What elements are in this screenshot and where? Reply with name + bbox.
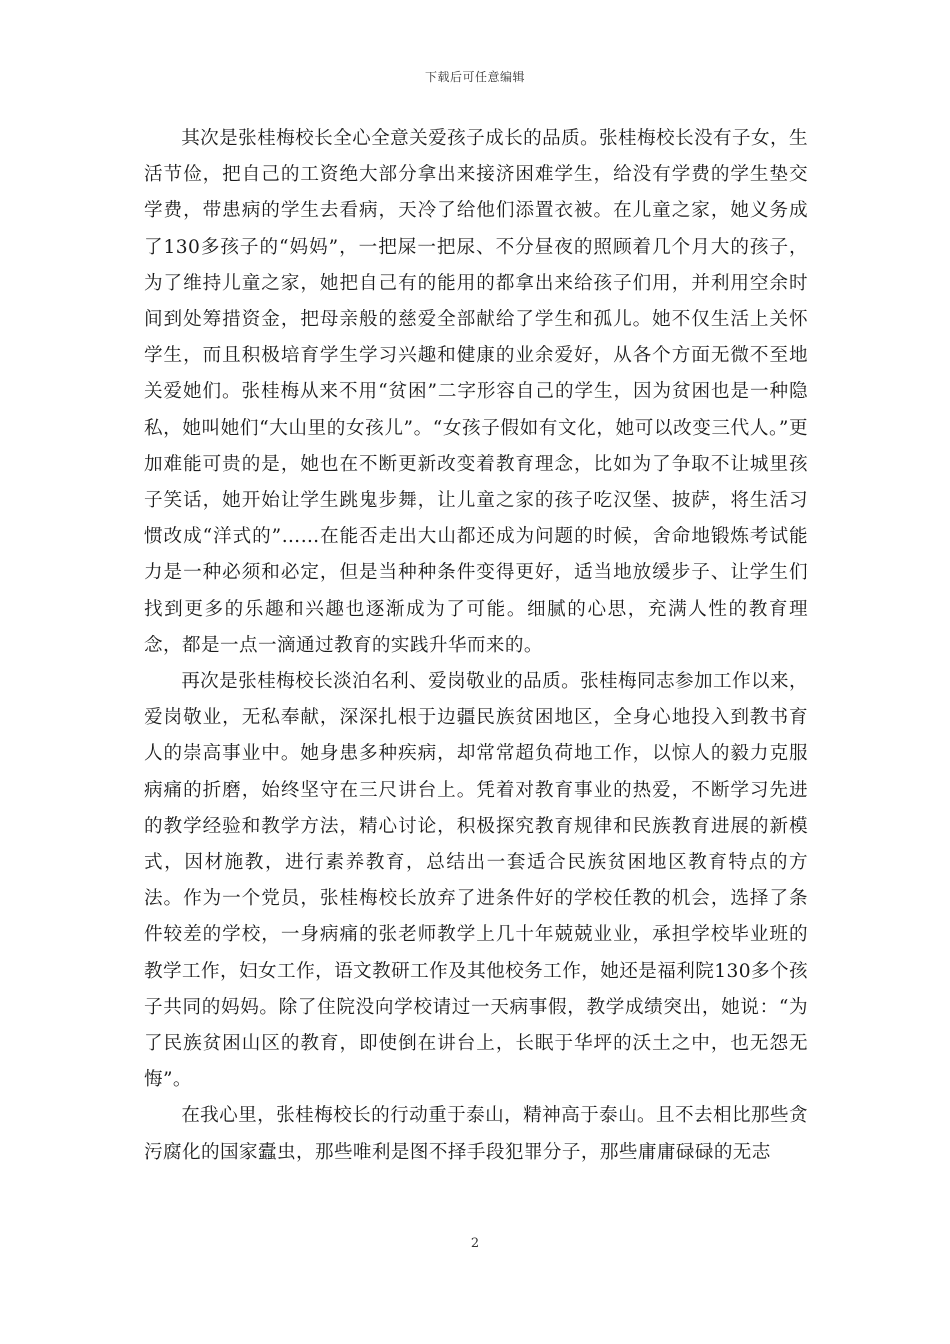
- paragraph: 其次是张桂梅校长全心全意关爱孩子成长的品质。张桂梅校长没有子女，生活节俭，把自己的工资绝大部分拿出来接济困难学生，给没有学费的学生垫交学费，带患病的学生去看病，天冷了给他们添置衣被。在儿童之家，她义务成了130多孩子的“妈妈”，一把屎一把尿、不分昼夜的照顾着几个月大的孩子，为了维持儿童之家，她把自己有的能用的都拿出来给孩子们用，并利用空余时间到处筹措资金，把母亲般的慈爱全部献给了学生和孤儿。她不仅生活上关怀学生，而且积极培育学生学习兴趣和健康的业余爱好，从各个方面无微不至地关爱她们。张桂梅从来不用“贫困”二字形容自己的学生，因为贫困也是一种隐私，她叫她们“大山里的女孩儿”。“女孩子假如有文化，她可以改变三代人。”更加难能可贵的是，她也在不断更新改变着教育理念，比如为了争取不让城里孩子笑话，她开始让学生跳鬼步舞，让儿童之家的孩子吃汉堡、披萨，将生活习惯改成“洋式的”……在能否走出大山都还成为问题的时候，舍命地锻炼考试能力是一种必须和必定，但是当种种条件变得更好，适当地放缓步子、让学生们找到更多的乐趣和兴趣也逐渐成为了可能。细腻的心思，充满人性的教育理念，都是一点一滴通过教育的实践升华而来的。: [144, 128, 808, 656]
- page-number: 2: [470, 1236, 480, 1251]
- paragraph: 在我心里，张桂梅校长的行动重于泰山，精神高于泰山。且不去相比那些贪污腐化的国家蠹虫，那些唯利是图不择手段犯罪分子，那些庸庸碌碌的无志: [144, 1105, 808, 1163]
- paragraph: 再次是张桂梅校长淡泊名利、爱岗敬业的品质。张桂梅同志参加工作以来，爱岗敬业，无私奉献，深深扎根于边疆民族贫困地区，全身心地投入到教书育人的崇高事业中。她身患多种疾病，却常常超负荷地工作，以惊人的毅力克服病痛的折磨，始终坚守在三尺讲台上。凭着对教育事业的热爱，不断学习先进的教学经验和教学方法，精心讨论，积极探究教育规律和民族教育进展的新模式，因材施教，进行素养教育，总结出一套适合民族贫困地区教育特点的方法。作为一个党员，张桂梅校长放弃了进条件好的学校任教的机会，选择了条件较差的学校，一身病痛的张老师教学上几十年兢兢业业，承担学校毕业班的教学工作，妇女工作，语文教研工作及其他校务工作，她还是福利院130多个孩子共同的妈妈。除了住院没向学校请过一天病事假，教学成绩突出，她说：“为了民族贫困山区的教育，即使倒在讲台上，长眠于华坪的沃土之中，也无怨无悔”。: [144, 671, 808, 1091]
- document-body: [144, 121, 808, 1171]
- page-header: 下载后可任意编辑: [424, 70, 525, 84]
